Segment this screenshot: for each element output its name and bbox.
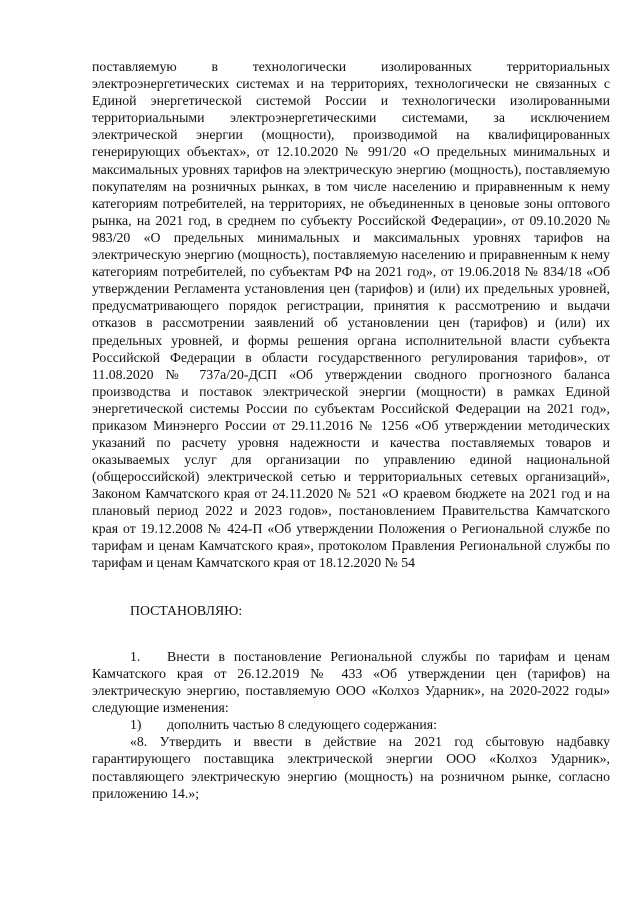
subitem-1-text: дополнить частью 8 следующего содержания: xyxy=(167,717,437,733)
resolution-heading: ПОСТАНОВЛЯЮ: xyxy=(130,602,243,618)
subitem-1-number: 1) xyxy=(130,717,142,733)
item-1-text: Внести в постановление Региональной службы по тарифам и ценам Камчатского края от 26.12.2019 № 433 «Об утверждении цен (тарифов) на электрическую энергию, поставляемую ООО «Колхоз Ударник», на 2020-2022 годы» следующие изменения: xyxy=(92,648,610,716)
quoted-part-8: «8. Утвердить и ввести в действие на 2021 год сбытовую надбавку гарантирующего поставщика электрической энергии ООО «Колхоз Ударник», поставляющего электрическую энергию (мощность) на розничном рынке, согласно приложению 14.»; xyxy=(92,734,610,801)
preamble-paragraph: поставляемую в технологически изолированных территориальных электроэнергетических системах и на территориях, технологически не связанных с Единой энергетической системой России и технологически изолированными территориальными электроэнергетическими системами, за исключением электрической энергии (мощности), производимой на квалифицированных генерирующих объектах», от 12.10.2020 № 991/20 «О предельных минимальных и максимальных уровнях тарифов на электрическую энергию (мощность), поставляемую покупателям на розничных рынках, в том числе населению и приравненным к нему категориям потребителей, на территориях, не объединенных в ценовые зоны оптового рынка, на 2021 год, в среднем по субъекту Российской Федерации», от 09.10.2020 № 983/20 «О предельных минимальных и максимальных уровнях тарифов на электрическую энергию (мощность), поставляемую населению и приравненным к нему категориям потребителей, по субъектам РФ на 2021 год», от 19.06.2018 № 834/18 «Об утверждении Регламента установления цен (тарифов) и (или) их предельных уровней, предусматривающего порядок регистрации, принятия к рассмотрению и выдачи отказов в рассмотрении заявлений об установлении цен (тарифов) и (или) их предельных уровней, и формы решения органа исполнительной власти субъекта Российской Федерации в области государственного регулирования тарифов», от 11.08.2020 № 737а/20-ДСП «Об утверждении сводного прогнозного баланса производства и поставок электрической энергии (мощности) в рамках Единой энергетической системы России по субъектам Российской Федерации на 2021 год», приказом Минэнерго России от 29.11.2016 № 1256 «Об утверждении методических указаний по расчету уровня надежности и качества поставляемых товаров и оказываемых услуг для организации по управлению единой национальной (общероссийской) электрической сетью и территориальных сетевых организаций», Законом Камчатского края от 24.11.2020 № 521 «О краевом бюджете на 2021 год и на плановый период 2022 и 2023 годов», постановлением Правительства Камчатского края от 19.12.2008 № 424-П «Об утверждении Положения о Региональной службе по тарифам и ценам Камчатского края», протоколом Правления Региональной службы по тарифам и ценам Камчатского края от 18.12.2020 № 54 xyxy=(92,59,610,570)
item-1-number: 1. xyxy=(130,648,141,664)
subitem-1 xyxy=(92,716,610,733)
item-1 xyxy=(92,648,610,716)
